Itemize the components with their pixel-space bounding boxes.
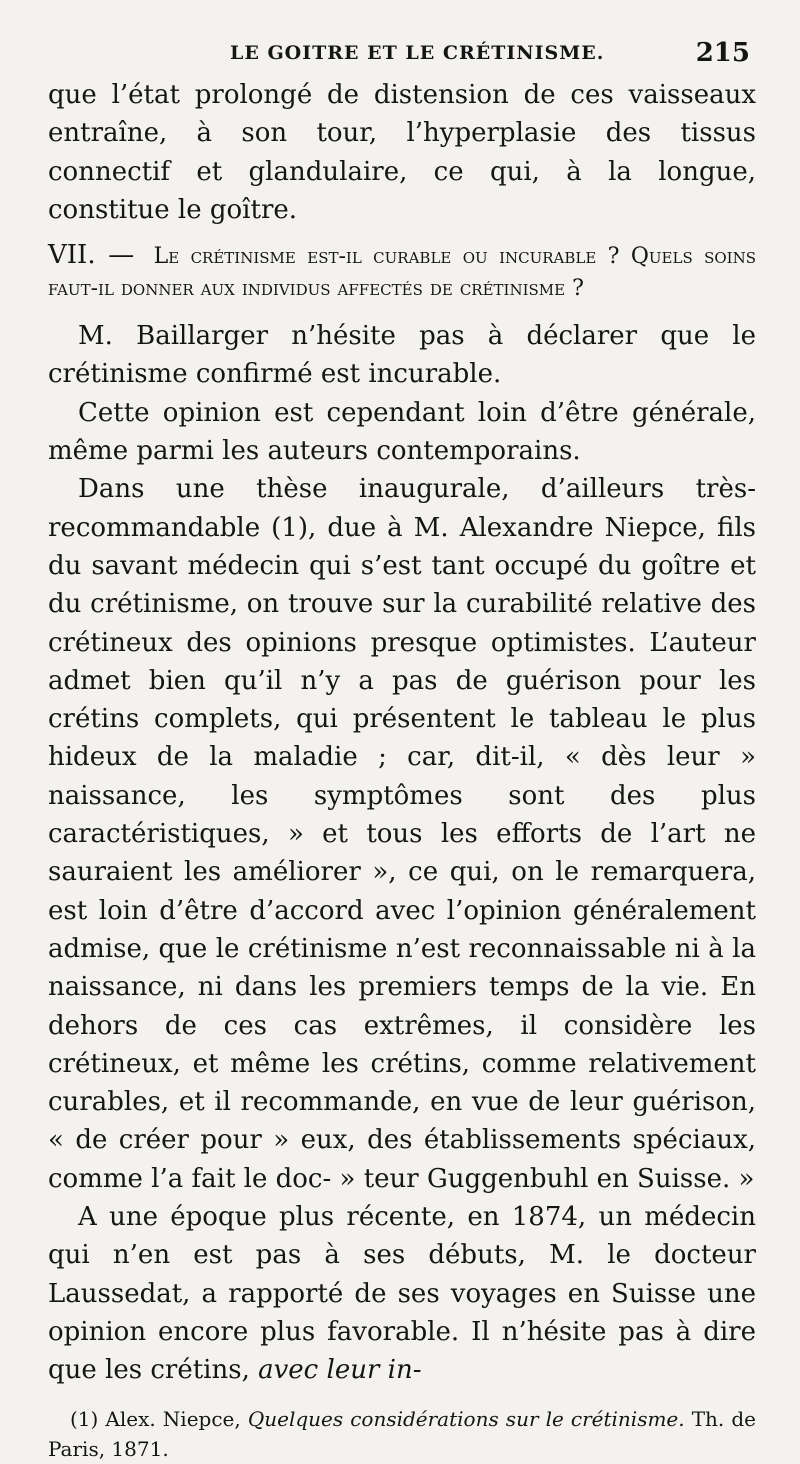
section-number: VII. — [48,240,135,271]
paragraph-3: Dans une thèse inaugurale, d’ailleurs très-recommandable (1), due à M. Alexandre Niepce, fils du savant médecin qui s’est tant occupé du goître et du crétinisme, on trouve sur la curabilité relative des crétineux des opinions presque optimistes. L’auteur admet bien qu’il n’y a pas de guérison pour les crétins complets, qui présentent le tableau le plus hideux de la maladie ; car, dit-il, « dès leur » naissance, les symptômes sont des plus caractéristiques, » et tous les efforts de l’art ne sauraient les améliorer », ce qui, on le remarquera, est loin d’être d’accord avec l’opinion généralement admise, que le crétinisme n’est reconnaissable ni à la naissance, ni dans les premiers temps de la vie. En dehors de ces cas extrêmes, il considère les crétineux, et même les crétins, comme relativement curables, et il recommande, en vue de leur guérison, « de créer pour » eux, des établissements spéciaux, comme l’a fait le doc- » teur Guggenbuhl en Suisse. » [48,474,756,1194]
running-head [48,36,756,76]
paragraph-4 [48,1198,756,1389]
footnote-marker: (1) [70,1406,99,1431]
paragraph-intro: que l’état prolongé de distension de ces vaisseaux entraîne, à son tour, l’hyperplasie des tissus connectif et glandulaire, ce qui, à la longue, constitue le goître. [48,80,756,225]
footnote-rest: Th. de Paris, 1871. [48,1406,756,1461]
section-title: Le crétinisme est-il curable ou incurable ? Quels soins faut-il donner aux individus affectés de crétinisme ? [48,244,756,302]
footnote-title: Quelques considérations sur le crétinisme. [247,1406,685,1431]
running-title: LE GOITRE ET LE CRÉTINISME. [230,42,605,64]
footnote [48,1404,756,1464]
paragraph-1: M. Baillarger n’hésite pas à déclarer que le crétinisme confirmé est incurable. [48,321,756,390]
paragraph-4-text: A une époque plus récente, en 1874, un médecin qui n’en est pas à ses débuts, M. le docteur Laussedat, a rapporté de ses voyages en Suisse une opinion encore plus favorable. Il n’hésite pas à dire que les crétins, [48,1202,756,1386]
section-heading [48,239,756,305]
page-number: 215 [695,38,750,68]
paragraph-2: Cette opinion est cependant loin d’être générale, même parmi les auteurs contemporains. [48,397,756,467]
footnote-author: Alex. Niepce, [105,1406,241,1431]
paragraph-4-italic: avec leur in- [258,1355,422,1386]
